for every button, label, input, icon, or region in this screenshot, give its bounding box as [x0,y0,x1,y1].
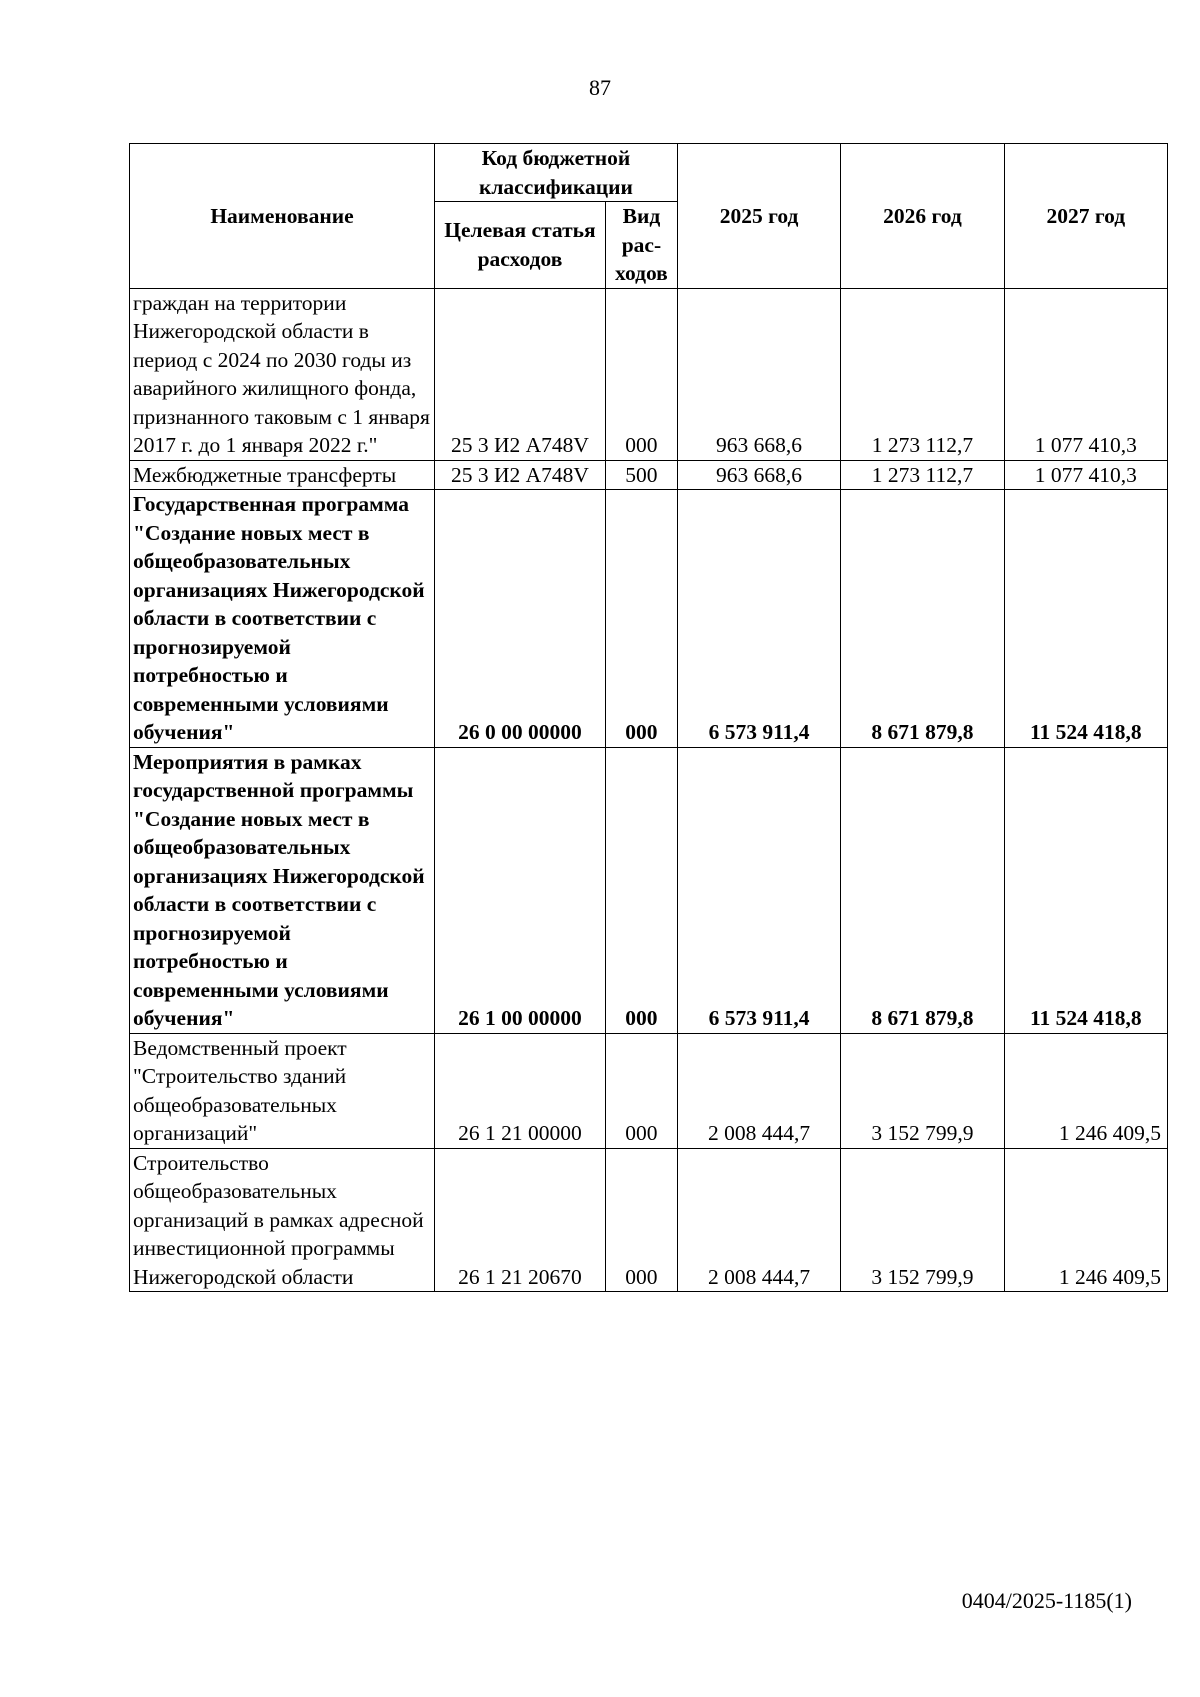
row-kind: 500 [605,460,677,490]
row-2025: 963 668,6 [677,288,840,460]
header-2025: 2025 год [677,144,840,289]
table-row [130,747,1168,1033]
budget-table [129,143,1168,1292]
row-kind: 000 [605,1033,677,1148]
header-2026: 2026 год [841,144,1004,289]
row-kind: 000 [605,490,677,748]
row-kind: 000 [605,747,677,1033]
row-target: 26 0 00 00000 [434,490,605,748]
row-2025: 6 573 911,4 [677,490,840,748]
row-2025: 963 668,6 [677,460,840,490]
row-target: 25 3 И2 А748V [434,460,605,490]
table-row [130,490,1168,748]
row-2027: 1 246 409,5 [1004,1148,1167,1292]
table-row [130,1148,1168,1292]
row-name: Ведомственный проект "Строительство зданий общеобразовательных организаций" [130,1033,435,1148]
row-2026: 8 671 879,8 [841,490,1004,748]
header-target: Целевая статья расходов [434,202,605,289]
row-name: Строительство общеобразовательных организаций в рамках адресной инвестиционной программы Нижегородской области [130,1148,435,1292]
header-kind: Вид рас-ходов [605,202,677,289]
row-kind: 000 [605,288,677,460]
table-row [130,460,1168,490]
header-name: Наименование [130,144,435,289]
header-2027: 2027 год [1004,144,1167,289]
row-2027: 1 077 410,3 [1004,460,1167,490]
row-2027: 11 524 418,8 [1004,490,1167,748]
row-2026: 3 152 799,9 [841,1033,1004,1148]
header-code-group: Код бюджетной классификации [434,144,677,202]
row-2026: 3 152 799,9 [841,1148,1004,1292]
row-2027: 11 524 418,8 [1004,747,1167,1033]
row-target: 25 3 И2 А748V [434,288,605,460]
row-2025: 2 008 444,7 [677,1033,840,1148]
row-2025: 6 573 911,4 [677,747,840,1033]
row-2026: 1 273 112,7 [841,288,1004,460]
row-kind: 000 [605,1148,677,1292]
row-2026: 8 671 879,8 [841,747,1004,1033]
document-code: 0404/2025-1185(1) [961,1588,1132,1613]
header-row-1 [130,144,1168,202]
row-2025: 2 008 444,7 [677,1148,840,1292]
row-target: 26 1 00 00000 [434,747,605,1033]
page-number: 87 [589,75,611,100]
row-target: 26 1 21 00000 [434,1033,605,1148]
table-row [130,288,1168,460]
row-target: 26 1 21 20670 [434,1148,605,1292]
row-name: Межбюджетные трансферты [130,460,435,490]
row-2027: 1 077 410,3 [1004,288,1167,460]
row-name: граждан на территории Нижегородской области в период с 2024 по 2030 годы из аварийного жилищного фонда, признанного таковым с 1 января 2017 г. до 1 января 2022 г." [130,288,435,460]
table-row [130,1033,1168,1148]
row-2027: 1 246 409,5 [1004,1033,1167,1148]
row-name: Государственная программа "Создание новых мест в общеобразовательных организациях Нижегородской области в соответствии с прогнозируемой потребностью и современными условиями обучения" [130,490,435,748]
row-2026: 1 273 112,7 [841,460,1004,490]
row-name: Мероприятия в рамках государственной программы "Создание новых мест в общеобразовательных организациях Нижегородской области в соответствии с прогнозируемой потребностью и современными условиями обучения" [130,747,435,1033]
